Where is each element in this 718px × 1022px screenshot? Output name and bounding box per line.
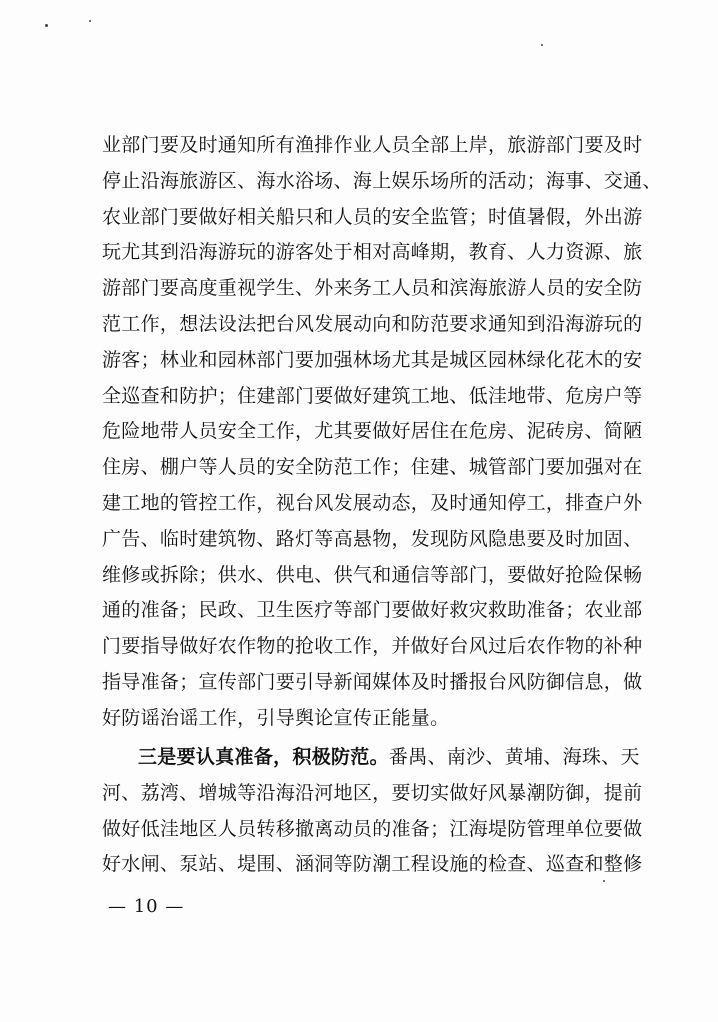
text-line: 停止沿海旅游区、海水浴场、海上娱乐场所的活动；海事、交通、 bbox=[102, 169, 662, 192]
text-line: 做好低洼地区人员转移撤离动员的准备；江海堤防管理单位要做 bbox=[102, 817, 643, 840]
scan-speck bbox=[541, 44, 543, 46]
text-line: 通的准备；民政、卫生医疗等部门要做好救灾救助准备；农业部 bbox=[102, 599, 643, 622]
text-line: 农业部门要做好相关船只和人员的安全监管；时值暑假，外出游 bbox=[102, 205, 643, 228]
text-line: 玩尤其到沿海游玩的游客处于相对高峰期，教育、人力资源、旅 bbox=[102, 241, 643, 264]
paragraph-2 bbox=[102, 740, 643, 883]
text-line: 维修或拆除；供水、供电、供气和通信等部门，要做好抢险保畅 bbox=[102, 563, 643, 586]
text-line: 危险地带人员安全工作，尤其要做好居住在危房、泥砖房、简陋 bbox=[102, 420, 643, 443]
text-line: 好水闸、泵站、堤围、涵洞等防潮工程设施的检查、巡查和整修 bbox=[102, 853, 643, 876]
text-line: 指导准备；宣传部门要引导新闻媒体及时播报台风防御信息，做 bbox=[102, 670, 643, 693]
text-line: 好防谣治谣工作，引导舆论宣传正能量。 bbox=[102, 706, 450, 729]
text-line: 河、荔湾、增城等沿海沿河地区，要切实做好风暴潮防御，提前 bbox=[102, 781, 643, 804]
text-line: 游客；林业和园林部门要加强林场尤其是城区园林绿化花木的安 bbox=[102, 348, 643, 371]
section-heading: 三是要认真准备，积极防范。 bbox=[138, 746, 389, 768]
paragraph-1 bbox=[102, 128, 662, 737]
paragraph-2-first-line bbox=[102, 740, 640, 776]
text-line: 门要指导做好农作物的抢收工作，并做好台风过后农作物的补种 bbox=[102, 635, 643, 658]
text-segment: 番禺、南沙、黄埔、海珠、天 bbox=[388, 746, 640, 768]
text-line: 业部门要及时通知所有渔排作业人员全部上岸，旅游部门要及时 bbox=[102, 134, 643, 156]
text-line: 广告、临时建筑物、路灯等高悬物，发现防风隐患要及时加固、 bbox=[102, 527, 643, 550]
scan-speck bbox=[89, 20, 91, 22]
text-line: 范工作，想法设法把台风发展动向和防范要求通知到沿海游玩的 bbox=[102, 312, 643, 335]
text-line: 全巡查和防护；住建部门要做好建筑工地、低洼地带、危房户等 bbox=[102, 384, 643, 407]
text-line: 建工地的管控工作，视台风发展动态，及时通知停工，排查户外 bbox=[102, 491, 643, 514]
text-line: 游部门要高度重视学生、外来务工人员和滨海旅游人员的安全防 bbox=[102, 277, 643, 300]
page-number: — 10 — bbox=[108, 896, 185, 917]
scan-speck bbox=[45, 24, 48, 27]
text-line: 住房、棚户等人员的安全防范工作；住建、城管部门要加强对在 bbox=[102, 456, 643, 479]
